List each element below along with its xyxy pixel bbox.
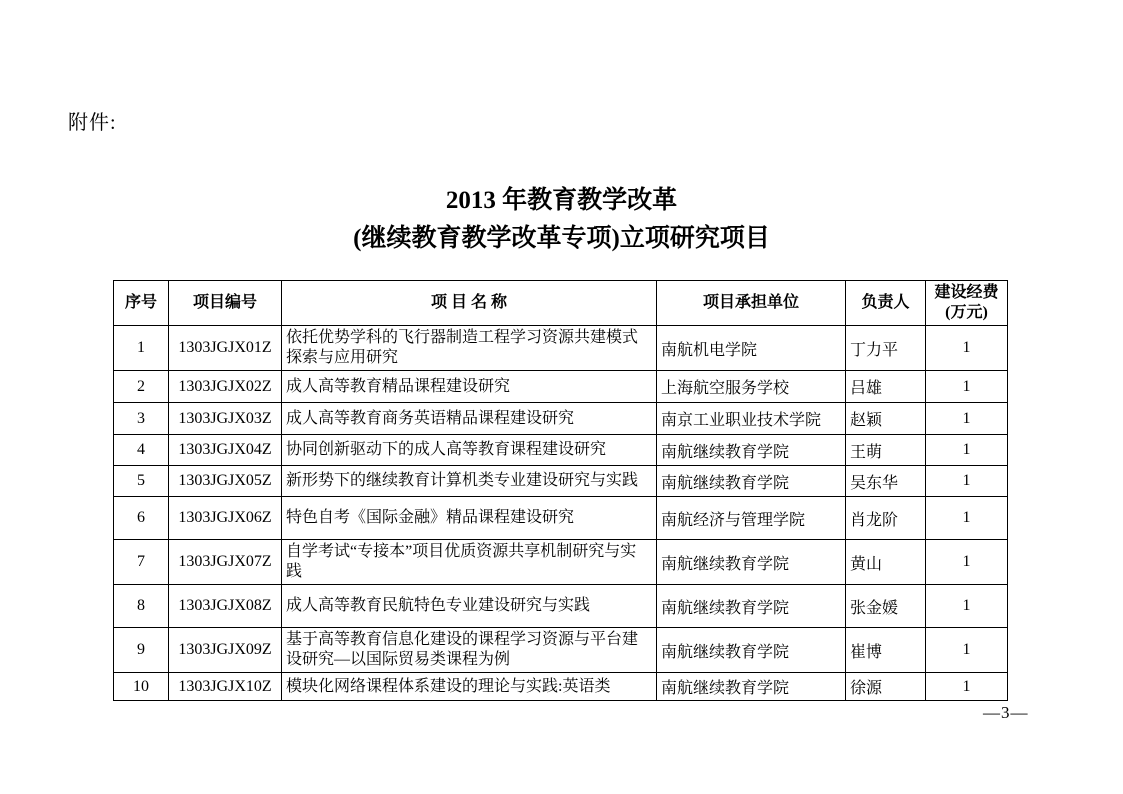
cell-seq: 10	[114, 673, 169, 701]
cell-unit: 南航经济与管理学院	[657, 497, 846, 540]
project-table-header	[114, 281, 1008, 326]
cell-name: 成人高等教育商务英语精品课程建设研究	[282, 403, 657, 435]
cell-unit: 南航继续教育学院	[657, 673, 846, 701]
table-row	[114, 403, 1008, 435]
cell-unit: 南航继续教育学院	[657, 466, 846, 497]
cell-name: 协同创新驱动下的成人高等教育课程建设研究	[282, 435, 657, 466]
project-table-body	[114, 326, 1008, 701]
header-name: 项 目 名 称	[282, 281, 657, 326]
cell-code: 1303JGJX09Z	[169, 628, 282, 673]
cell-leader: 崔博	[846, 628, 926, 673]
cell-unit: 南航继续教育学院	[657, 628, 846, 673]
cell-name: 特色自考《国际金融》精品课程建设研究	[282, 497, 657, 540]
cell-name: 自学考试“专接本”项目优质资源共享机制研究与实践	[282, 540, 657, 585]
cell-code: 1303JGJX08Z	[169, 585, 282, 628]
cell-name: 成人高等教育民航特色专业建设研究与实践	[282, 585, 657, 628]
table-row	[114, 326, 1008, 371]
cell-seq: 1	[114, 326, 169, 371]
page-title-line1: 2013 年教育教学改革	[445, 187, 678, 214]
cell-budget: 1	[926, 540, 1008, 585]
cell-leader: 张金媛	[846, 585, 926, 628]
cell-unit: 南航继续教育学院	[657, 585, 846, 628]
cell-name: 基于高等教育信息化建设的课程学习资源与平台建设研究—以国际贸易类课程为例	[282, 628, 657, 673]
cell-budget: 1	[926, 403, 1008, 435]
cell-seq: 2	[114, 371, 169, 403]
cell-budget: 1	[926, 673, 1008, 701]
cell-leader: 吕雄	[846, 371, 926, 403]
page-title	[0, 182, 1123, 258]
table-row	[114, 466, 1008, 497]
table-row	[114, 371, 1008, 403]
cell-code: 1303JGJX05Z	[169, 466, 282, 497]
cell-name: 成人高等教育精品课程建设研究	[282, 371, 657, 403]
cell-leader: 王萌	[846, 435, 926, 466]
header-budget	[926, 281, 1008, 326]
cell-name: 新形势下的继续教育计算机类专业建设研究与实践	[282, 466, 657, 497]
cell-budget: 1	[926, 435, 1008, 466]
cell-leader: 赵颖	[846, 403, 926, 435]
cell-leader: 肖龙阶	[846, 497, 926, 540]
cell-code: 1303JGJX01Z	[169, 326, 282, 371]
cell-budget: 1	[926, 466, 1008, 497]
project-table	[113, 280, 1008, 701]
table-row	[114, 540, 1008, 585]
cell-unit: 南京工业职业技术学院	[657, 403, 846, 435]
cell-leader: 丁力平	[846, 326, 926, 371]
table-row	[114, 585, 1008, 628]
cell-budget: 1	[926, 497, 1008, 540]
table-row	[114, 435, 1008, 466]
header-row	[114, 281, 1008, 326]
table-row	[114, 628, 1008, 673]
table-row	[114, 673, 1008, 701]
cell-seq: 3	[114, 403, 169, 435]
cell-seq: 9	[114, 628, 169, 673]
cell-budget: 1	[926, 371, 1008, 403]
cell-leader: 徐源	[846, 673, 926, 701]
cell-unit: 南航继续教育学院	[657, 435, 846, 466]
cell-budget: 1	[926, 585, 1008, 628]
cell-name: 模块化网络课程体系建设的理论与实践:英语类	[282, 673, 657, 701]
cell-budget: 1	[926, 326, 1008, 371]
cell-seq: 6	[114, 497, 169, 540]
cell-code: 1303JGJX02Z	[169, 371, 282, 403]
page-number: —3—	[983, 703, 1029, 722]
cell-code: 1303JGJX03Z	[169, 403, 282, 435]
header-leader: 负责人	[846, 281, 926, 326]
header-seq: 序号	[114, 281, 169, 326]
cell-name: 依托优势学科的飞行器制造工程学习资源共建模式探索与应用研究	[282, 326, 657, 371]
header-unit: 项目承担单位	[657, 281, 846, 326]
cell-unit: 南航机电学院	[657, 326, 846, 371]
cell-code: 1303JGJX10Z	[169, 673, 282, 701]
header-budget-line1: 建设经费	[934, 284, 999, 301]
header-budget-line2: (万元)	[945, 304, 988, 321]
attachment-label: 附件:	[68, 112, 117, 134]
cell-code: 1303JGJX04Z	[169, 435, 282, 466]
cell-code: 1303JGJX06Z	[169, 497, 282, 540]
cell-seq: 7	[114, 540, 169, 585]
cell-seq: 8	[114, 585, 169, 628]
cell-seq: 5	[114, 466, 169, 497]
cell-code: 1303JGJX07Z	[169, 540, 282, 585]
cell-budget: 1	[926, 628, 1008, 673]
table-row	[114, 497, 1008, 540]
cell-leader: 吴东华	[846, 466, 926, 497]
cell-seq: 4	[114, 435, 169, 466]
cell-unit: 南航继续教育学院	[657, 540, 846, 585]
cell-leader: 黄山	[846, 540, 926, 585]
cell-unit: 上海航空服务学校	[657, 371, 846, 403]
header-code: 项目编号	[169, 281, 282, 326]
page-title-line2: (继续教育教学改革专项)立项研究项目	[353, 225, 770, 252]
